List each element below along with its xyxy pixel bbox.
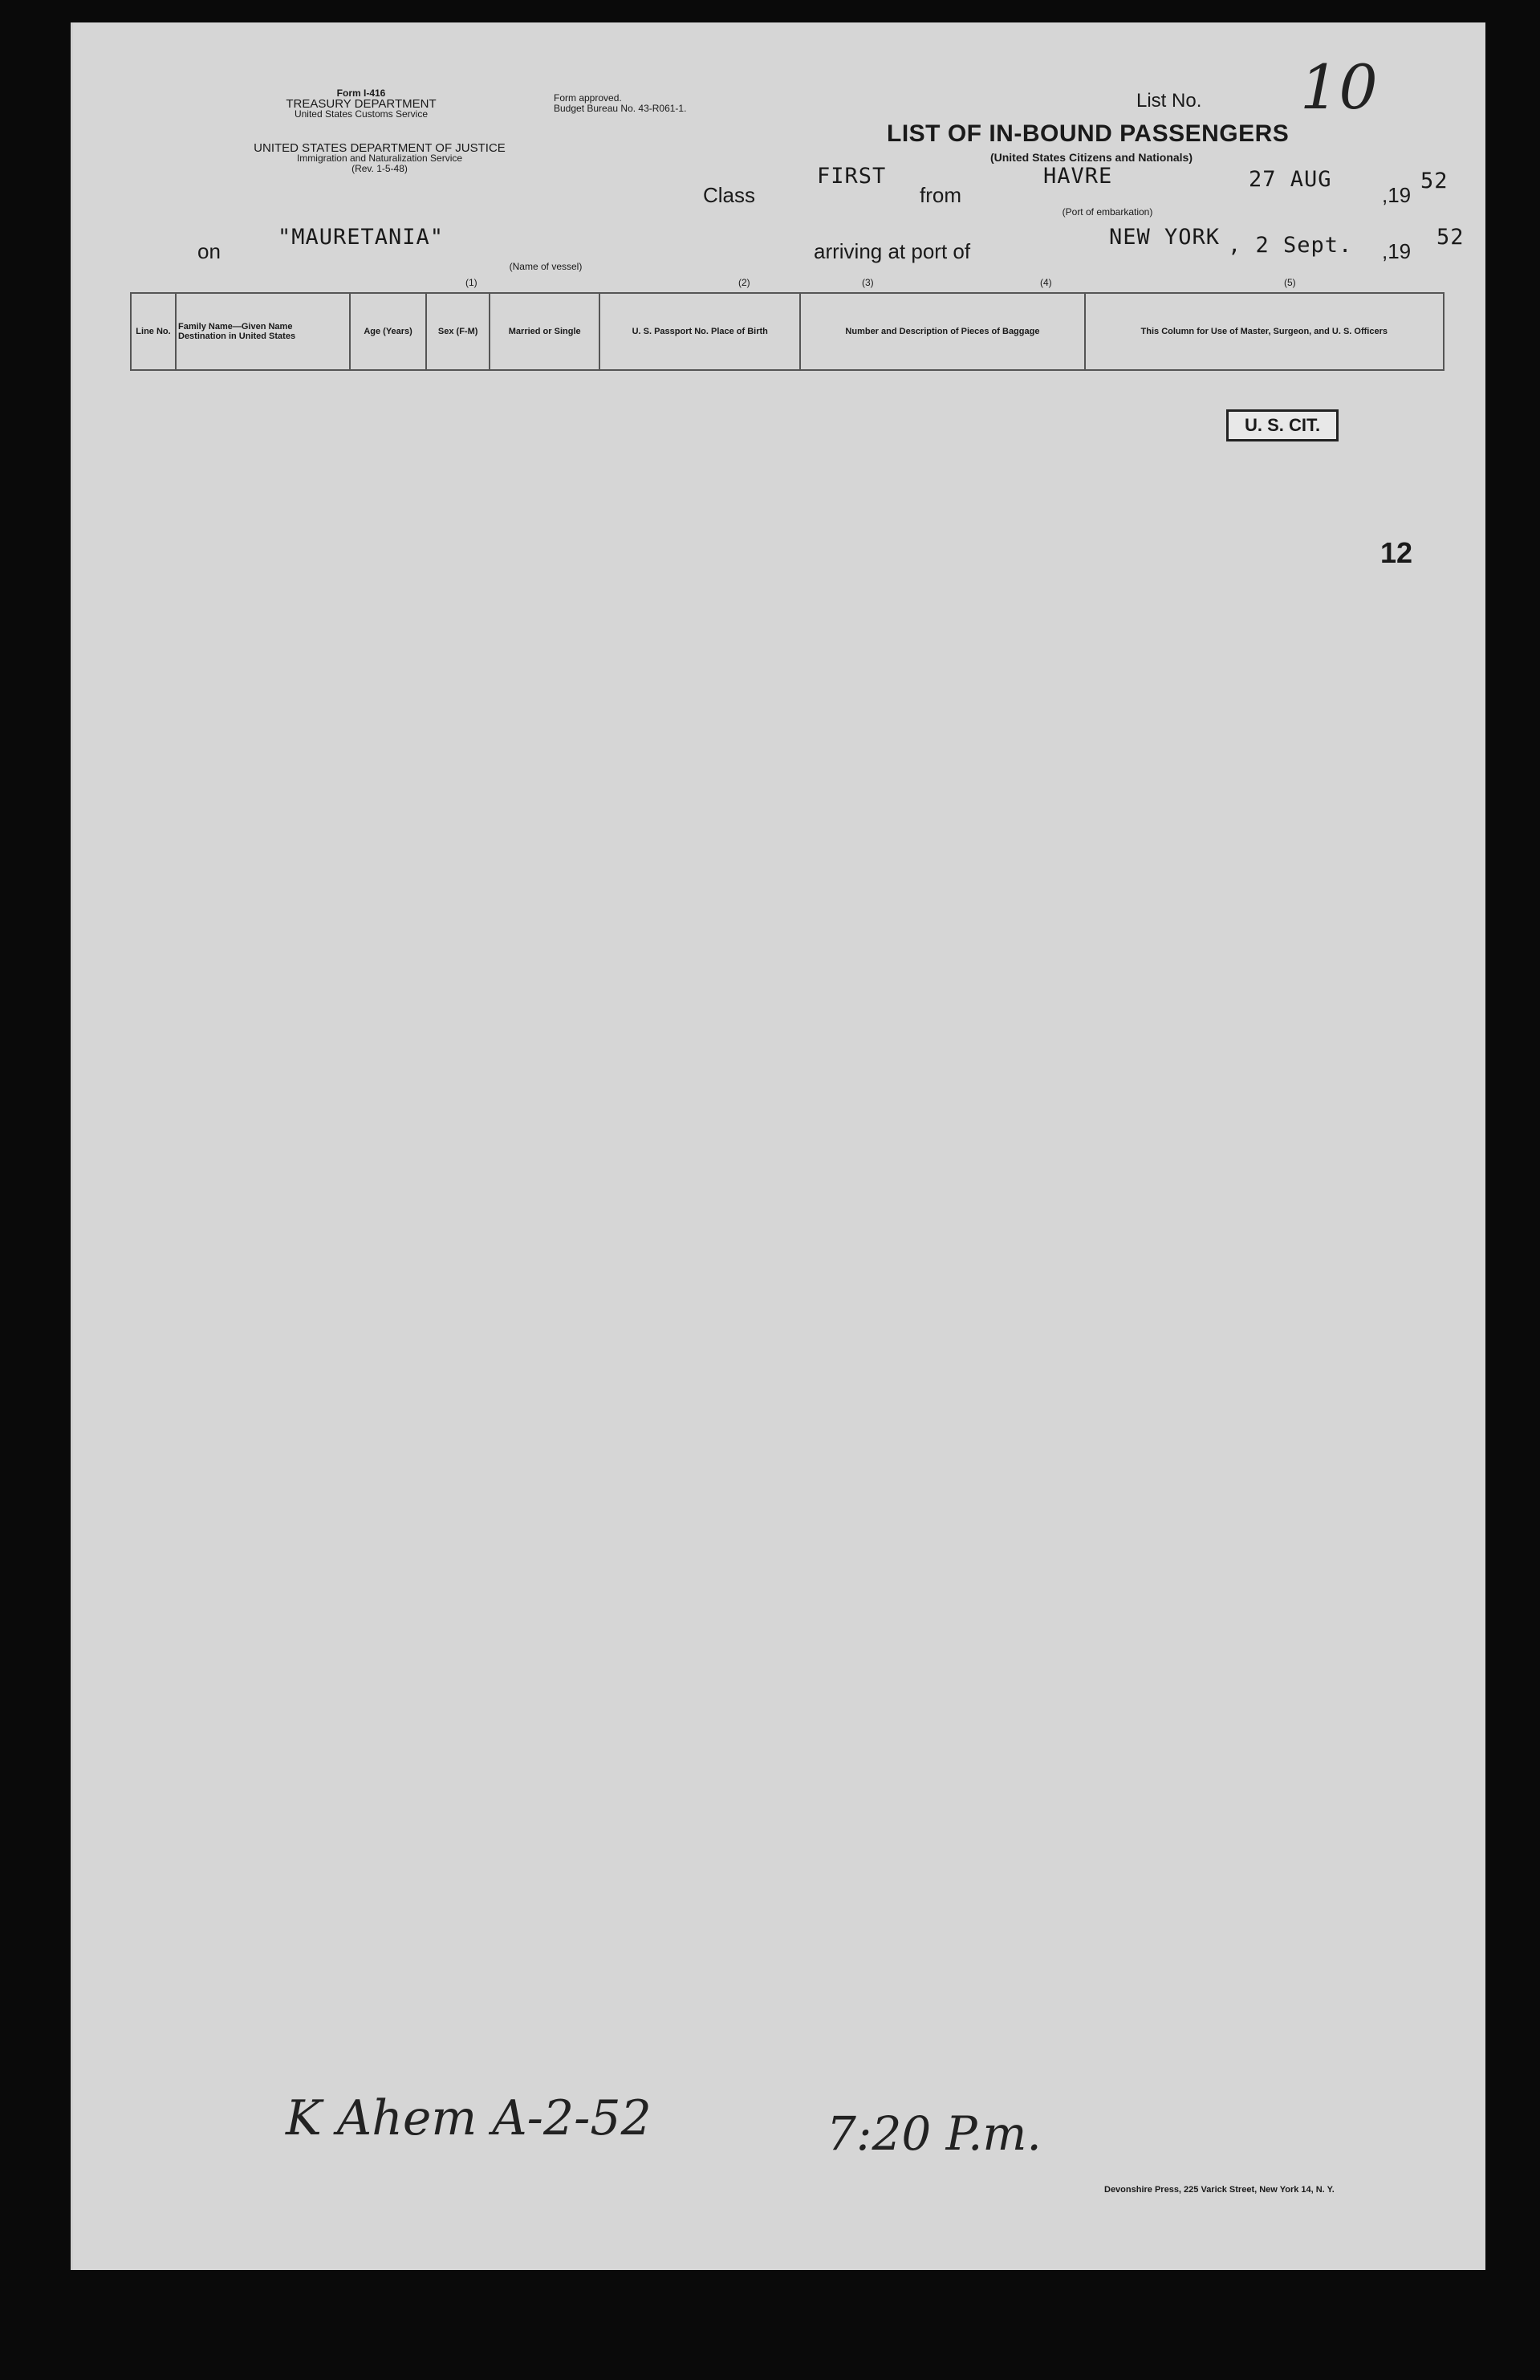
- vessel-name: "MAURETANIA": [278, 225, 445, 250]
- margin-count: 12: [1380, 536, 1413, 569]
- header-age: Age (Years): [350, 293, 426, 370]
- col-num-3: (3): [862, 277, 874, 288]
- col-num-4: (4): [1040, 277, 1052, 288]
- approval-block: [554, 93, 778, 114]
- col-num-2: (2): [738, 277, 750, 288]
- embark-date: 27 AUG: [1249, 167, 1332, 192]
- customs-service: United States Customs Service: [294, 108, 429, 120]
- justice-dept: UNITED STATES DEPARTMENT OF JUSTICE: [254, 141, 506, 155]
- header-line-no: Line No.: [131, 293, 176, 370]
- list-no-label: List No.: [1136, 90, 1202, 112]
- header-officers: This Column for Use of Master, Surgeon, and U. S. Officers: [1085, 293, 1445, 370]
- printer-imprint: Devonshire Press, 225 Varick Street, New York 14, N. Y.: [1104, 2185, 1335, 2195]
- on-label: on: [197, 239, 221, 263]
- justice-block: [199, 143, 560, 174]
- treasury-dept: TREASURY DEPARTMENT: [286, 97, 437, 111]
- form-number: Form I-416: [336, 87, 386, 99]
- class-value: FIRST: [817, 164, 887, 189]
- year-2: 52: [1436, 225, 1465, 250]
- list-subtitle: (United States Citizens and Nationals): [989, 151, 1193, 164]
- form-agency-block: [241, 88, 482, 120]
- rev-label: (Rev. 1-5-48): [351, 163, 408, 174]
- col-num-1: (1): [465, 277, 477, 288]
- vessel-name-label: (Name of vessel): [509, 261, 583, 272]
- header-sex: Sex (F-M): [426, 293, 490, 370]
- arrival-port: NEW YORK: [1109, 225, 1221, 250]
- form-approved: Form approved.: [554, 92, 622, 104]
- arrival-date: , 2 Sept.: [1228, 233, 1353, 258]
- from-label: from: [920, 183, 961, 207]
- list-title: LIST OF IN-BOUND PASSENGERS: [887, 120, 1290, 147]
- header-baggage: Number and Description of Pieces of Baggage: [800, 293, 1084, 370]
- us-citizen-stamp: U. S. CIT.: [1226, 409, 1339, 441]
- arriving-label: arriving at port of: [814, 239, 971, 263]
- col-num-5: (5): [1284, 277, 1296, 288]
- year-prefix-1: ,19: [1382, 183, 1412, 207]
- list-no-value: 10: [1300, 51, 1378, 123]
- inspector-signature: K Ahem A-2-52: [286, 2090, 652, 2146]
- year-prefix-2: ,19: [1382, 239, 1412, 263]
- passenger-table: [130, 292, 1445, 2187]
- header-passport: U. S. Passport No. Place of Birth: [599, 293, 800, 370]
- port-embark-label: (Port of embarkation): [1062, 206, 1153, 218]
- table-header-row: [131, 293, 1444, 370]
- from-value: HAVRE: [1043, 164, 1113, 189]
- class-label: Class: [703, 183, 756, 207]
- header-married: Married or Single: [490, 293, 599, 370]
- arrival-time: 7:20 P.m.: [827, 2106, 1042, 2161]
- ins-label: Immigration and Naturalization Service: [296, 153, 463, 164]
- year-1: 52: [1420, 169, 1449, 193]
- header-name: Family Name—Given Name Destination in United States: [176, 293, 350, 370]
- budget-bureau: Budget Bureau No. 43-R061-1.: [554, 103, 687, 114]
